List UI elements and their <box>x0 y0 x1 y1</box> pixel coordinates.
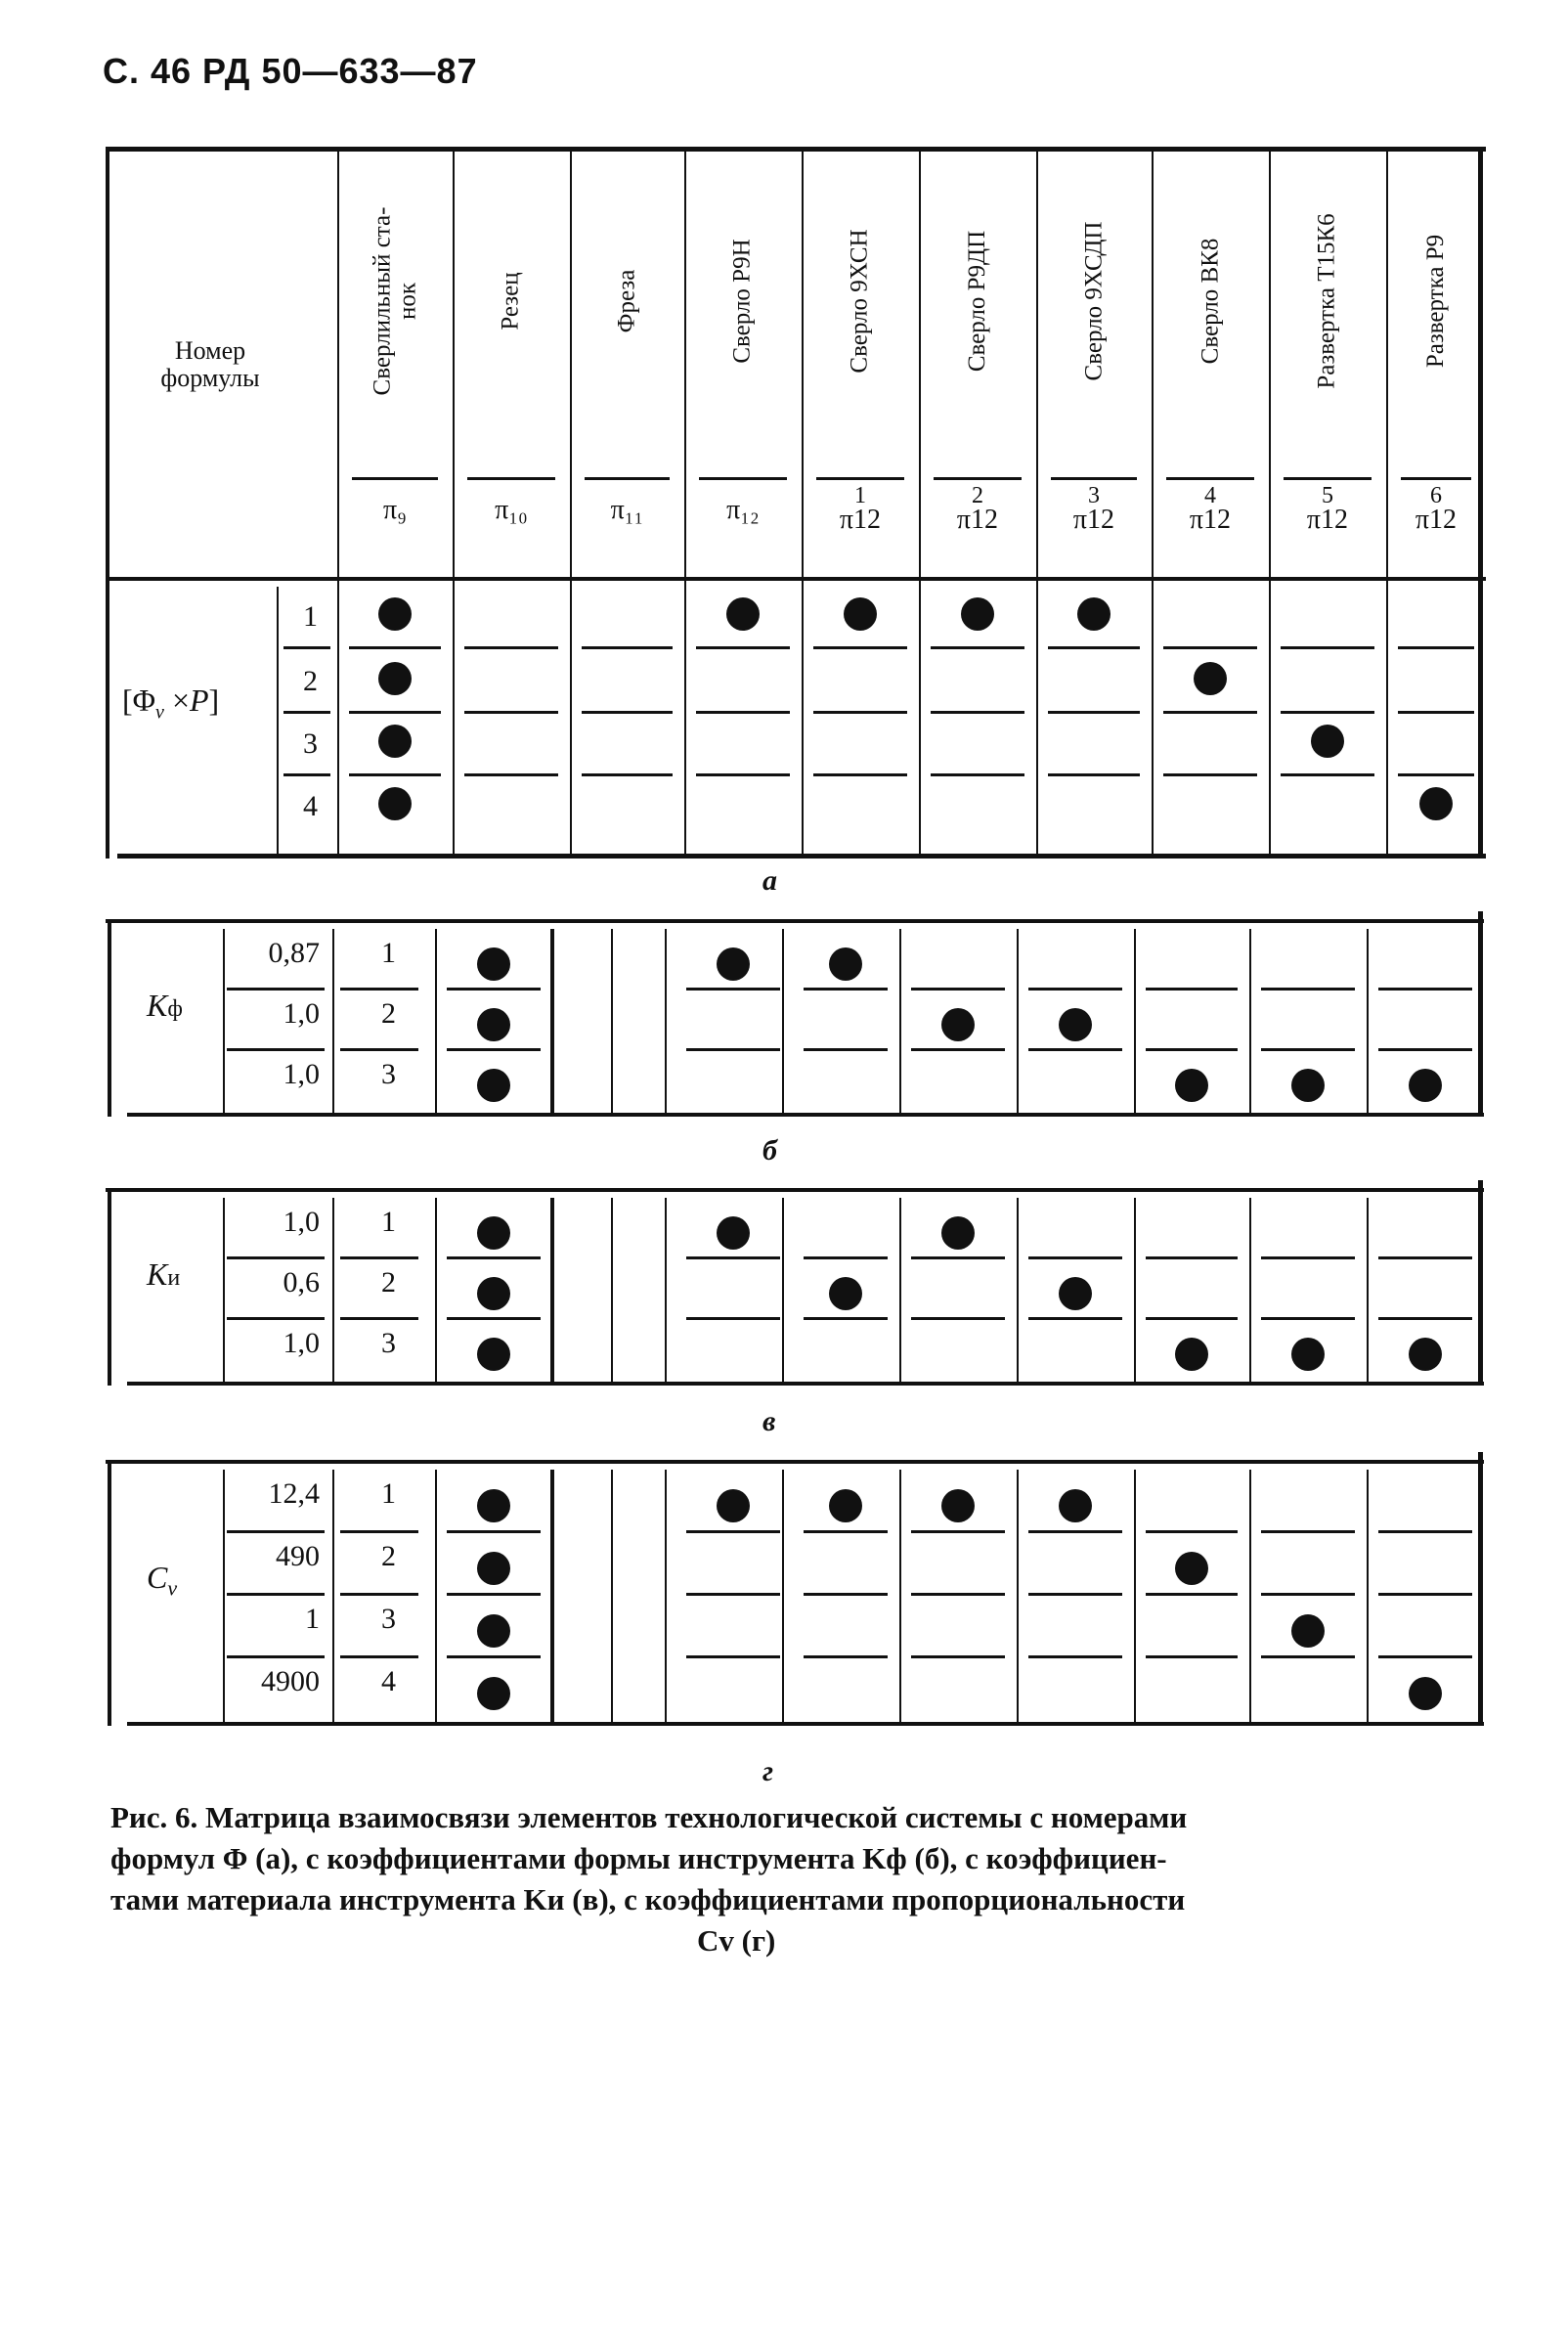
cell-line <box>1281 646 1374 649</box>
border-right <box>1478 911 1483 1117</box>
cell-line <box>447 1256 541 1259</box>
matrix-dot <box>1175 1338 1208 1371</box>
cell-line <box>1378 1048 1472 1051</box>
matrix-dot <box>1175 1552 1208 1585</box>
value-line <box>227 1317 325 1320</box>
column-header-label: Сверло ВК8 <box>1197 238 1223 364</box>
header-underline <box>699 477 787 480</box>
value-separator <box>223 1198 225 1382</box>
figure-caption <box>110 1797 1479 1961</box>
cell-line <box>696 773 790 776</box>
pi-symbol: 2 π12 <box>956 483 999 535</box>
header-underline <box>1401 477 1471 480</box>
cell-line <box>1378 1530 1472 1533</box>
number-line <box>340 1048 418 1051</box>
block-a-label: $[\Phi_v \times P]$ <box>122 683 220 724</box>
number-line <box>340 1530 418 1533</box>
row-number: 1 <box>381 1477 396 1510</box>
cell-line <box>1146 1655 1238 1658</box>
caption-line-2: формул Φ (а), с коэффициентами формы инструмента Kф (б), с коэффициен- <box>110 1841 1167 1875</box>
col-separator <box>435 929 437 1113</box>
col-separator <box>665 1470 667 1722</box>
cell-line <box>1028 1530 1122 1533</box>
cell-line <box>1028 1655 1122 1658</box>
formula-header-line-2: формулы <box>160 364 260 392</box>
formula-number-header <box>137 337 283 392</box>
cell-line <box>686 1530 780 1533</box>
matrix-dot <box>477 1216 510 1250</box>
matrix-dot <box>477 1677 510 1710</box>
col-separator <box>1017 1198 1019 1382</box>
cell-line <box>1378 1655 1472 1658</box>
column-header-label: Сверло Р9Н <box>729 238 757 364</box>
column-header-label: Развертка Т15К6 <box>1314 212 1341 389</box>
caption-line-1: Рис. 6. Матрица взаимосвязи элементов технологической системы с номерами <box>110 1800 1188 1834</box>
cell-line <box>1048 646 1140 649</box>
cell-line <box>686 1593 780 1596</box>
col-separator <box>435 1198 437 1382</box>
caption-line-3: тами материала инструмента Kи (в), с коэффициентами пропорциональности <box>110 1882 1186 1916</box>
cell-line <box>686 1048 780 1051</box>
matrix-dot <box>477 1614 510 1648</box>
column-header <box>1269 142 1386 460</box>
col-separator <box>782 929 784 1113</box>
matrix-dot <box>477 1277 510 1310</box>
col-separator <box>782 1470 784 1722</box>
row-value: 0,87 <box>268 937 320 969</box>
col-separator <box>1017 1470 1019 1722</box>
cell-line <box>1281 773 1374 776</box>
cell-line <box>1028 988 1122 991</box>
header-underline <box>352 477 438 480</box>
matrix-dot <box>1311 725 1344 758</box>
pi-symbol: π₁₂ <box>726 495 760 525</box>
cell-line <box>686 1655 780 1658</box>
matrix-dot <box>1077 597 1111 631</box>
cell-line <box>911 1317 1005 1320</box>
col-separator <box>611 1470 613 1722</box>
cell-line <box>911 1530 1005 1533</box>
cell-line <box>911 1655 1005 1658</box>
border-left <box>108 919 111 1117</box>
cell-line <box>447 1317 541 1320</box>
cell-line <box>696 711 790 714</box>
matrix-dot <box>378 787 412 820</box>
value-line <box>227 1655 325 1658</box>
header-underline <box>585 477 670 480</box>
column-header-label: Сверло 9ХСН <box>847 228 873 374</box>
number-line <box>340 1593 418 1596</box>
matrix-dot <box>378 597 412 631</box>
col-separator <box>552 929 554 1113</box>
cell-line <box>911 988 1005 991</box>
cell-line <box>447 1593 541 1596</box>
row-value: 1,0 <box>283 997 320 1030</box>
row-value: 1,0 <box>283 1058 320 1090</box>
col-separator <box>665 1198 667 1382</box>
cell-line <box>931 646 1024 649</box>
row-number: 3 <box>381 1058 396 1090</box>
header-underline <box>1284 477 1372 480</box>
matrix-dot <box>1409 1069 1442 1102</box>
matrix-dot <box>378 662 412 695</box>
cell-line <box>1048 711 1140 714</box>
col-separator <box>899 929 901 1113</box>
matrix-dot <box>378 725 412 758</box>
col-separator <box>611 1198 613 1382</box>
matrix-dot <box>477 1338 510 1371</box>
border-left <box>108 1188 111 1386</box>
row-value: 4900 <box>261 1665 320 1697</box>
cell-line <box>447 988 541 991</box>
col-separator <box>1134 1198 1136 1382</box>
cell-line <box>349 773 441 776</box>
cell-line <box>1261 1317 1355 1320</box>
value-line <box>227 1593 325 1596</box>
cell-line <box>1261 1256 1355 1259</box>
value-separator <box>223 1470 225 1722</box>
col-separator <box>1134 929 1136 1113</box>
cell-line <box>1028 1048 1122 1051</box>
cell-line <box>1281 711 1374 714</box>
row-number: 2 <box>381 997 396 1030</box>
column-header-label: Фреза <box>613 269 640 332</box>
rule-top <box>106 1460 1484 1464</box>
row-number: 3 <box>381 1327 396 1359</box>
num-separator <box>332 1198 334 1382</box>
page-header: С. 46 РД 50—633—87 <box>103 51 478 91</box>
column-header <box>337 142 453 460</box>
matrix-dot <box>1059 1489 1092 1522</box>
pi-symbol: 6 π12 <box>1415 483 1458 535</box>
column-header-label: Резец <box>497 271 524 330</box>
matrix-dot <box>941 1489 975 1522</box>
row-number: 1 <box>381 937 396 969</box>
row-number: 3 <box>303 727 318 760</box>
value-line <box>227 1256 325 1259</box>
cell-line <box>1163 646 1257 649</box>
row-number: 2 <box>381 1266 396 1299</box>
cell-line <box>804 1530 888 1533</box>
row-number-line <box>283 711 330 714</box>
pi-symbol: π₉ <box>383 495 407 525</box>
cell-line <box>447 1048 541 1051</box>
cell-line <box>1261 1530 1355 1533</box>
column-header <box>684 142 802 460</box>
matrix-dot <box>1291 1614 1325 1648</box>
row-number: 1 <box>303 600 318 633</box>
cell-line <box>911 1256 1005 1259</box>
num-separator <box>332 929 334 1113</box>
value-line <box>227 988 325 991</box>
cell-line <box>1398 711 1474 714</box>
cell-line <box>813 773 907 776</box>
matrix-dot <box>477 1008 510 1041</box>
col-separator <box>552 1198 554 1382</box>
rule-top <box>106 1188 1484 1192</box>
cell-line <box>1378 988 1472 991</box>
matrix-dot <box>829 947 862 981</box>
pi-symbol: 3 π12 <box>1072 483 1115 535</box>
header-underline <box>1051 477 1137 480</box>
cell-line <box>931 711 1024 714</box>
cell-line <box>804 1256 888 1259</box>
col-separator <box>1249 1470 1251 1722</box>
col-separator <box>1017 929 1019 1113</box>
rule-top <box>106 919 1484 923</box>
border-left <box>108 1460 111 1726</box>
column-header <box>1036 142 1152 460</box>
matrix-dot <box>477 947 510 981</box>
rule-header <box>106 577 1486 581</box>
matrix-dot <box>1175 1069 1208 1102</box>
cell-line <box>804 1655 888 1658</box>
pi-symbol: π₁₀ <box>495 495 528 525</box>
cell-line <box>686 1256 780 1259</box>
cell-line <box>1028 1256 1122 1259</box>
row-number: 4 <box>381 1665 396 1697</box>
cell-line <box>1146 1530 1238 1533</box>
cell-line <box>1261 988 1355 991</box>
column-header-label: Сверло Р9ДП <box>964 230 990 372</box>
cell-line <box>804 1593 888 1596</box>
column-header <box>453 142 570 460</box>
pi-symbol: 1 π12 <box>839 483 882 535</box>
column-header <box>1152 142 1269 460</box>
column-header-label: Сверло 9ХСДП <box>1080 221 1107 380</box>
row-number: 4 <box>303 790 318 822</box>
cell-line <box>1261 1593 1355 1596</box>
formula-header-line-1: Номер <box>174 336 246 365</box>
column-header <box>1386 142 1486 460</box>
row-number: 3 <box>381 1603 396 1635</box>
cell-line <box>1163 773 1257 776</box>
row-value: 1,0 <box>283 1327 320 1359</box>
matrix-dot <box>1194 662 1227 695</box>
cell-line <box>582 773 673 776</box>
sublabel: в <box>762 1405 776 1437</box>
col-separator <box>899 1470 901 1722</box>
cell-line <box>813 646 907 649</box>
matrix-dot <box>477 1489 510 1522</box>
cell-line <box>813 711 907 714</box>
matrix-dot <box>1291 1069 1325 1102</box>
col-separator <box>1367 929 1369 1113</box>
matrix-dot <box>961 597 994 631</box>
rule-bottom <box>127 1113 1484 1117</box>
cell-line <box>582 646 673 649</box>
cell-line <box>911 1048 1005 1051</box>
matrix-dot <box>829 1277 862 1310</box>
block-label: $C_v$ <box>147 1560 178 1601</box>
cell-line <box>447 1530 541 1533</box>
row-number: 2 <box>303 665 318 697</box>
column-header <box>570 142 684 460</box>
header-underline <box>1166 477 1254 480</box>
row-number: 2 <box>381 1540 396 1572</box>
matrix-dot <box>1409 1338 1442 1371</box>
caption-line-4: Cv (г) <box>697 1923 776 1958</box>
border-left <box>106 147 109 859</box>
sublabel: г <box>762 1755 774 1787</box>
cell-line <box>464 711 558 714</box>
row-value: 490 <box>276 1540 320 1572</box>
matrix-dot <box>1419 787 1453 820</box>
col-separator <box>1249 929 1251 1113</box>
header-underline <box>934 477 1022 480</box>
col-separator <box>899 1198 901 1382</box>
header-underline <box>467 477 555 480</box>
cell-line <box>1048 773 1140 776</box>
value-line <box>227 1530 325 1533</box>
col-separator <box>1134 1470 1136 1722</box>
cell-line <box>1398 773 1474 776</box>
column-header <box>802 142 919 460</box>
block-label: Kи <box>147 1256 181 1292</box>
pi-symbol: 5 π12 <box>1306 483 1349 535</box>
matrix-dot <box>477 1069 510 1102</box>
matrix-dot <box>717 947 750 981</box>
pi-symbol: 4 π12 <box>1189 483 1232 535</box>
cell-line <box>1261 1655 1355 1658</box>
matrix-dot <box>941 1008 975 1041</box>
rule-bottom <box>117 854 1486 859</box>
row-num-separator <box>277 587 279 854</box>
cell-line <box>931 773 1024 776</box>
col-separator <box>611 929 613 1113</box>
header-underline <box>816 477 904 480</box>
matrix-dot <box>941 1216 975 1250</box>
row-value: 1 <box>305 1603 320 1635</box>
cell-line <box>1028 1593 1122 1596</box>
matrix-dot <box>717 1489 750 1522</box>
block-label: Kф <box>147 988 183 1023</box>
column-header-label: Сверлильный ста- нок <box>369 206 421 395</box>
cell-line <box>464 646 558 649</box>
col-separator <box>1367 1198 1369 1382</box>
matrix-dot <box>717 1216 750 1250</box>
matrix-dot <box>1409 1677 1442 1710</box>
matrix-dot <box>1059 1008 1092 1041</box>
cell-line <box>464 773 558 776</box>
col-separator <box>435 1470 437 1722</box>
col-separator <box>665 929 667 1113</box>
matrix-dot <box>1059 1277 1092 1310</box>
number-line <box>340 1317 418 1320</box>
number-line <box>340 1655 418 1658</box>
value-separator <box>223 929 225 1113</box>
cell-line <box>696 646 790 649</box>
num-separator <box>332 1470 334 1722</box>
cell-line <box>582 711 673 714</box>
cell-line <box>1028 1317 1122 1320</box>
matrix-dot <box>844 597 877 631</box>
cell-line <box>1146 1048 1238 1051</box>
col-separator <box>782 1198 784 1382</box>
cell-line <box>1146 988 1238 991</box>
value-line <box>227 1048 325 1051</box>
cell-line <box>349 711 441 714</box>
number-line <box>340 1256 418 1259</box>
pi-symbol: π₁₁ <box>610 495 644 525</box>
rule-bottom <box>127 1382 1484 1386</box>
border-right <box>1478 1180 1483 1386</box>
cell-line <box>804 988 888 991</box>
cell-line <box>1146 1256 1238 1259</box>
cell-line <box>804 1317 888 1320</box>
cell-line <box>1398 646 1474 649</box>
matrix-dot <box>726 597 760 631</box>
row-number: 1 <box>381 1206 396 1238</box>
row-number-line <box>283 646 330 649</box>
row-number-line <box>283 773 330 776</box>
cell-line <box>1378 1317 1472 1320</box>
cell-line <box>686 988 780 991</box>
cell-line <box>1146 1593 1238 1596</box>
col-separator <box>1367 1470 1369 1722</box>
row-value: 1,0 <box>283 1206 320 1238</box>
cell-line <box>349 646 441 649</box>
row-value: 0,6 <box>283 1266 320 1299</box>
cell-line <box>804 1048 888 1051</box>
matrix-dot <box>477 1552 510 1585</box>
cell-line <box>1146 1317 1238 1320</box>
column-header-label: Развертка Р9 <box>1422 234 1449 368</box>
row-value: 12,4 <box>268 1477 320 1510</box>
cell-line <box>1261 1048 1355 1051</box>
cell-line <box>686 1317 780 1320</box>
number-line <box>340 988 418 991</box>
sublabel: б <box>762 1134 777 1167</box>
border-right <box>1478 1452 1483 1726</box>
col-separator <box>552 1470 554 1722</box>
column-header <box>919 142 1036 460</box>
matrix-dot <box>829 1489 862 1522</box>
matrix-dot <box>1291 1338 1325 1371</box>
cell-line <box>911 1593 1005 1596</box>
cell-line <box>1378 1256 1472 1259</box>
cell-line <box>1163 711 1257 714</box>
cell-line <box>447 1655 541 1658</box>
sublabel-a: а <box>762 864 777 897</box>
rule-bottom <box>127 1722 1484 1726</box>
col-separator <box>1249 1198 1251 1382</box>
cell-line <box>1378 1593 1472 1596</box>
